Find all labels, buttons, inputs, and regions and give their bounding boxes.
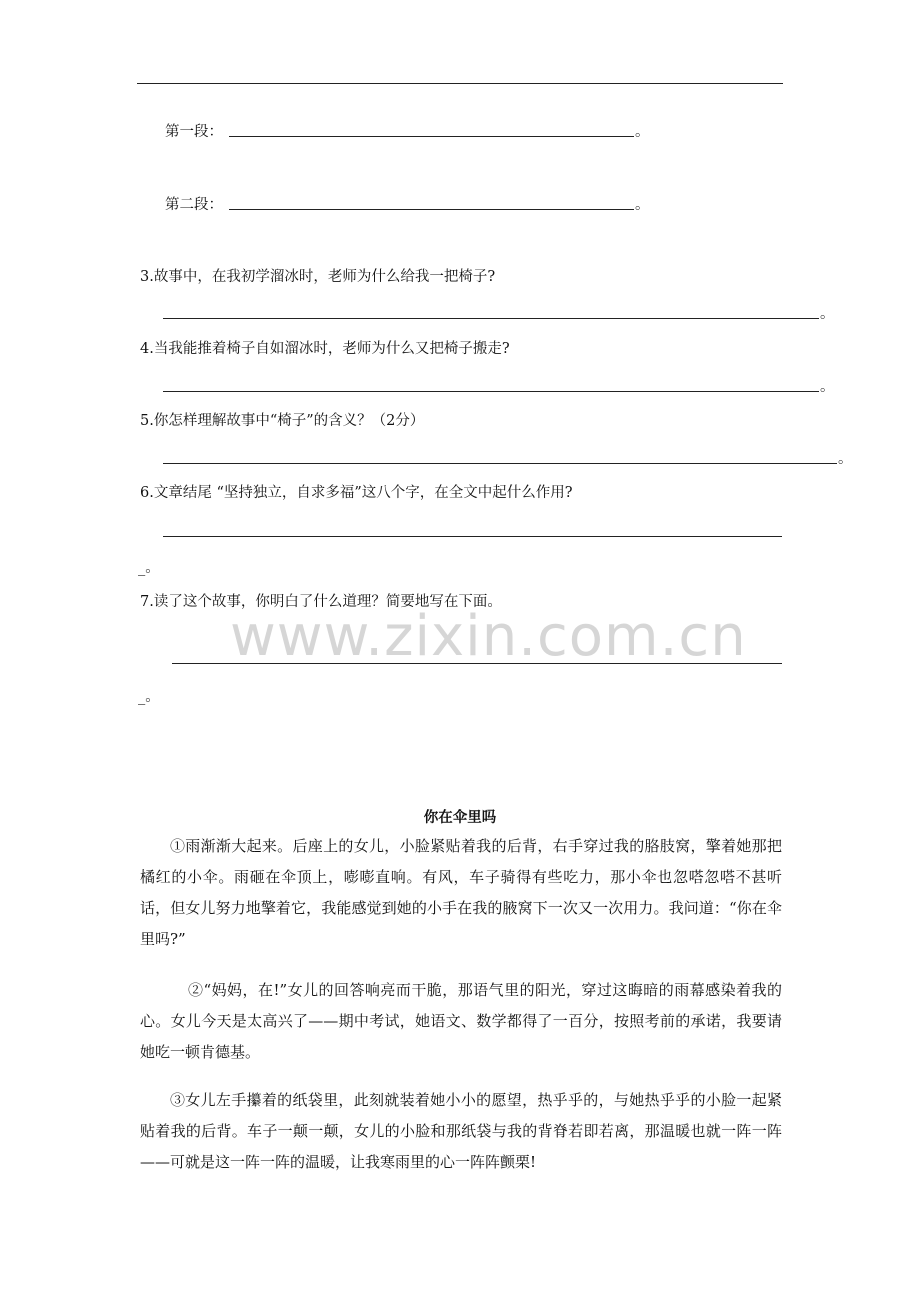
question-6: 6.文章结尾 “坚持独立，自求多福”这八个字，在全文中起什么作用? (140, 485, 573, 501)
answer-line-q5 (163, 463, 837, 464)
answer-end-q7: _。 (138, 689, 160, 705)
outline-end-1: 。 (635, 124, 650, 140)
header-rule (137, 83, 783, 84)
article-paragraph-3: ③女儿左手攥着的纸袋里，此刻就装着她小小的愿望，热乎乎的，与她热乎乎的小脸一起紧贴着我的后背。车子一颠一颠，女儿的小脸和那纸袋与我的背脊若即若离，那温暖也就一阵一阵——可就是这一阵一阵的温暖，让我寒雨里的心一阵阵颤栗! (140, 1091, 782, 1171)
answer-line-q6 (163, 536, 782, 537)
question-5: 5.你怎样理解故事中“椅子”的含义？（2分） (140, 413, 425, 429)
outline-end-2: 。 (635, 197, 650, 213)
article-title: 你在伞里吗 (423, 809, 497, 826)
answer-line-q3 (163, 318, 819, 319)
answer-end-q6: _。 (138, 560, 160, 576)
article-paragraph-1: ①雨渐渐大起来。后座上的女儿，小脸紧贴着我的后背，右手穿过我的胳肢窝，擎着她那把橘红的小伞。雨砸在伞顶上，嘭嘭直响。有风，车子骑得有些吃力，那小伞也忽嗒忽嗒不甚听话，但女儿努力地擎着它，我能感觉到她的小手在我的腋窝下一次又一次用力。我问道：“你在伞里吗?” (140, 837, 782, 948)
question-3: 3.故事中，在我初学溜冰时，老师为什么给我一把椅子? (140, 269, 496, 285)
answer-line-1 (229, 136, 634, 137)
answer-end-q3: 。 (820, 306, 835, 322)
article-paragraph-2: ②“妈妈，在!”女儿的回答响亮而干脆，那语气里的阳光，穿过这晦暗的雨幕感染着我的心。女儿今天是太高兴了——期中考试，她语文、数学都得了一百分，按照考前的承诺，我要请她吃一顿肯德基。 (140, 981, 782, 1061)
answer-line-q4 (163, 391, 819, 392)
outline-label-2: 第二段： (165, 197, 223, 213)
question-4: 4.当我能推着椅子自如溜冰时，老师为什么又把椅子搬走? (140, 341, 510, 357)
answer-line-2 (229, 209, 634, 210)
answer-end-q4: 。 (820, 379, 835, 395)
outline-label-1: 第一段： (165, 124, 223, 140)
watermark: www.zixin.com.cn (230, 604, 747, 669)
answer-end-q5: 。 (838, 451, 853, 467)
question-7: 7.读了这个故事，你明白了什么道理？简要地写在下面。 (140, 594, 502, 610)
